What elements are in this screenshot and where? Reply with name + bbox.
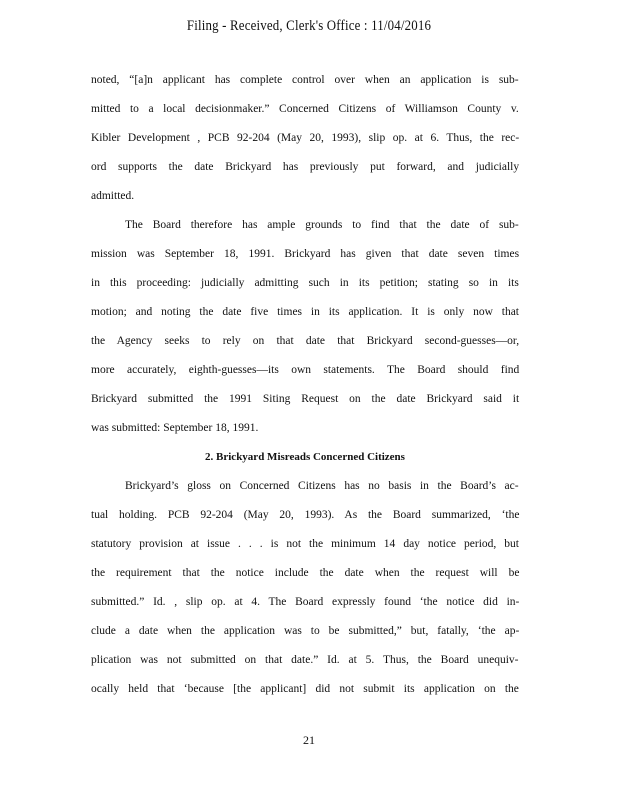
text-line: ord supports the date Brickyard has previously put forward, and judicially: [91, 161, 520, 173]
section-heading: 2. Brickyard Misreads Concerned Citizens: [205, 451, 405, 463]
text-line: clude a date when the application was to be submitted,” but, fatally, ‘the ap-: [91, 625, 520, 637]
text-line: motion; and noting the date five times in its application. It is only now that: [91, 306, 519, 318]
text-line: in this proceeding: judicially admitting such in its petition; stating so in its: [91, 277, 519, 289]
text-line: Brickyard’s gloss on Concerned Citizens has no basis in the Board’s ac-: [125, 480, 519, 492]
text-line: mission was September 18, 1991. Brickyard has given that date seven times: [91, 248, 520, 260]
body-text: [91, 71, 519, 709]
text-line: Brickyard submitted the 1991 Siting Request on the date Brickyard said it: [91, 393, 520, 405]
text-line: noted, “[a]n applicant has complete control over when an application is sub-: [91, 74, 519, 86]
text-line: was submitted: September 18, 1991.: [91, 422, 259, 434]
text-line: more accurately, eighth-guesses—its own statements. The Board should find: [91, 364, 520, 376]
text-line: admitted.: [91, 190, 135, 202]
text-line: Kibler Development , PCB 92-204 (May 20, 1993), slip op. at 6. Thus, the rec-: [91, 132, 520, 144]
text-line: tual holding. PCB 92-204 (May 20, 1993). As the Board summarized, ‘the: [91, 509, 520, 521]
filing-header: Filing - Received, Clerk's Office : 11/04/2016: [186, 18, 432, 34]
text-line: the Agency seeks to rely on that date that Brickyard second-guesses—or,: [91, 335, 520, 347]
text-line: the requirement that the notice include the date when the request will be: [91, 567, 520, 579]
text-line: plication was not submitted on that date.” Id. at 5. Thus, the Board unequiv-: [91, 654, 519, 666]
text-line: submitted.” Id. , slip op. at 4. The Board expressly found ‘the notice did in-: [91, 596, 520, 608]
text-line: The Board therefore has ample grounds to find that the date of sub-: [125, 219, 519, 231]
page-number: 21: [303, 733, 315, 747]
text-line: statutory provision at issue . . . is not the minimum 14 day notice period, but: [91, 538, 519, 550]
text-line: ocally held that ‘because [the applicant] did not submit its application on the: [91, 683, 519, 695]
text-line: mitted to a local decisionmaker.” Concerned Citizens of Williamson County v.: [91, 103, 519, 115]
